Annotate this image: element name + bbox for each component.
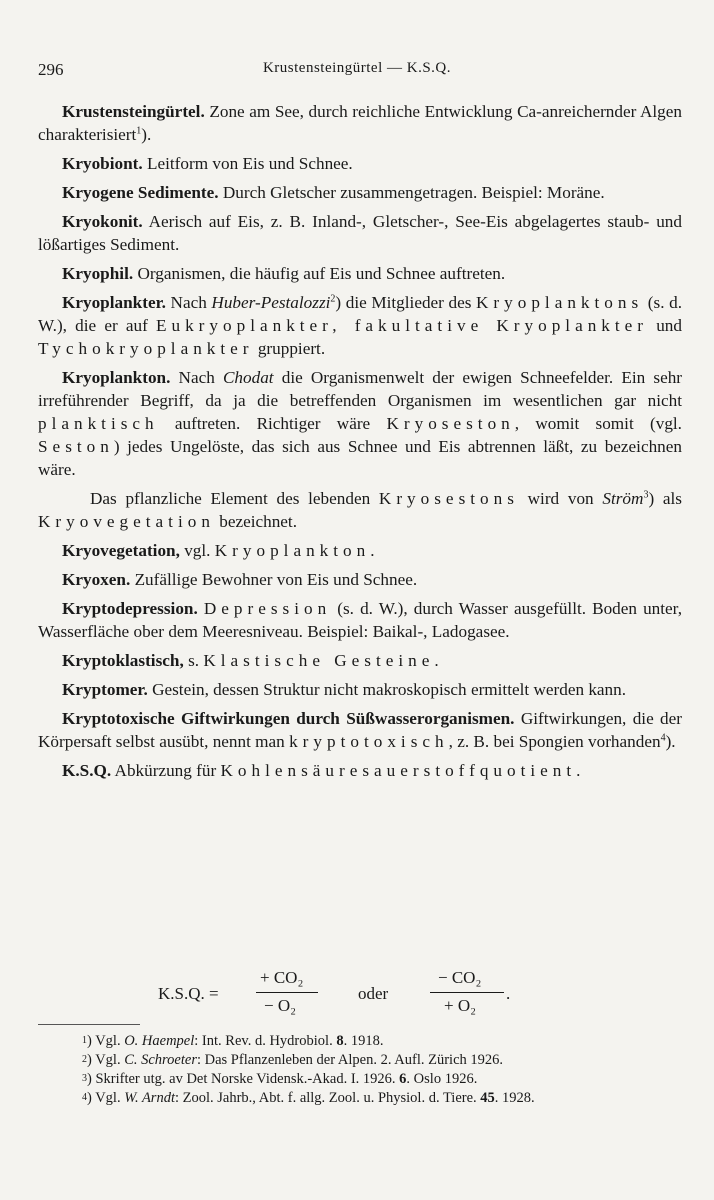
entry-term: Kryophil. [62, 264, 134, 283]
entry-term: Kryokonit. [62, 212, 143, 231]
entry-text: Organismen, die häufig auf Eis und Schnee auftreten. [133, 264, 506, 283]
footnote-ref: 4 [660, 732, 666, 744]
formula-oder: oder [358, 984, 389, 1003]
entry-text: (s. d. W.), die er auf [38, 293, 682, 335]
entry-text: s. [183, 651, 204, 670]
entry-term: Kryoplankton. [62, 368, 171, 387]
footnote-text: : Int. Rev. d. Hydrobiol. [194, 1033, 337, 1049]
entry-text: Durch Gletscher zusammengetragen. Beispiel: Moräne. [218, 183, 605, 202]
author-name: C. Schroeter [124, 1052, 197, 1068]
spaced-term: Kryoseston [386, 414, 515, 433]
entry-text: Leitform von Eis und Schnee. [142, 154, 353, 173]
entry-kryptomer [38, 678, 682, 701]
entry-text: , womit somit (vgl. [514, 414, 682, 433]
entry-term: Kryogene Sedimente. [62, 183, 219, 202]
entry-text: vgl. [179, 541, 215, 560]
entry-text: Zufällige Bewohner von Eis und Schnee. [130, 570, 418, 589]
page-number: 296 [38, 60, 64, 79]
volume-number: 6 [399, 1071, 407, 1087]
entry-text: bezeichnet. [214, 512, 297, 531]
volume-number: 8 [336, 1033, 344, 1049]
footnote-mark: 2 [82, 1054, 87, 1065]
entry-text: auftreten. Richtiger wäre [158, 414, 387, 433]
entry-text: ). [141, 125, 152, 144]
footnote-4 [38, 1089, 682, 1108]
entry-text: Aerisch auf Eis, z. B. Inland-, Gletscher-, See-Eis abgelagertes staub- und lößartiges Sediment. [38, 212, 682, 254]
running-head [38, 60, 676, 84]
entry-term: Kryovegetation, [62, 541, 180, 560]
entry-ksq [38, 759, 682, 782]
footnote-divider [38, 1024, 140, 1025]
entry-text: Gestein, dessen Struktur nicht makroskopisch ermittelt werden kann. [147, 680, 627, 699]
spaced-term: Eukryoplankter, fakultative Kryoplankter [156, 316, 649, 335]
entry-term: Kryoxen. [62, 570, 131, 589]
entry-text: Abkürzung für [111, 761, 221, 780]
fraction-bar-1 [256, 992, 318, 993]
dictionary-body [38, 100, 682, 788]
spaced-term: planktisch [38, 414, 159, 433]
spaced-term: Kryovegetation [38, 512, 215, 531]
running-title: Krustensteingürtel — K.S.Q. [262, 60, 452, 76]
footnote-ref: 1 [136, 125, 142, 137]
entry-krustensteinguertel [38, 100, 682, 146]
entry-text: . [434, 651, 439, 670]
author-name: Chodat [222, 368, 274, 387]
footnote-text: ) Vgl. [87, 1033, 125, 1049]
entry-kryoplankter [38, 291, 682, 360]
entry-text: Giftwirkungen, die der Körpersaft selbst ausübt, nennt man [38, 709, 683, 751]
entry-text: ) die Mitglieder des [335, 293, 477, 312]
entry-kryokonit [38, 210, 682, 256]
formula-denominator-2: + O₂ [444, 996, 477, 1015]
entry-text: Nach [170, 368, 223, 387]
entry-kryoxen [38, 568, 682, 591]
formula-numerator-2: − CO₂ [438, 968, 482, 987]
footnote-mark: 3 [82, 1073, 87, 1084]
entry-kryophil [38, 262, 682, 285]
footnote-text: ) Skrifter utg. av Det Norske Vidensk.-Akad. I. 1926. [87, 1071, 400, 1087]
entry-kryogene-sedimente [38, 181, 682, 204]
spaced-term: Kryosestons [378, 489, 519, 508]
author-name: Ström [602, 489, 644, 508]
spaced-term: Depression [203, 599, 332, 618]
entry-term: Kryptoklastisch, [62, 651, 184, 670]
entry-text: (s. d. W.), durch Wasser ausgefüllt. Boden unter, Wasserfläche ober dem Meeresniveau. Beispiel: Baikal-, Ladogasee. [38, 599, 683, 641]
formula-numerator-1: + CO₂ [260, 968, 304, 987]
spaced-term: kryptotoxisch [289, 732, 449, 751]
entry-text: gruppiert. [253, 339, 326, 358]
entry-text: ). [665, 732, 676, 751]
footnote-text: . 1918. [343, 1033, 384, 1049]
spaced-term: Klastische Gesteine [203, 651, 435, 670]
ksq-formula [158, 968, 558, 1024]
entry-kryovegetation [38, 539, 682, 562]
footnote-text: : Zool. Jahrb., Abt. f. allg. Zool. u. Physiol. d. Tiere. [174, 1090, 481, 1106]
entry-text: die Organismenwelt der ewigen Schneefelder. Ein sehr irreführender Begriff, da ja die betreffenden Organismen im wesentlichen gar nicht [38, 368, 683, 410]
entry-term: Kryoplankter. [62, 293, 166, 312]
spaced-term: Seston [38, 437, 114, 456]
footnote-text: : Das Pflanzenleben der Alpen. 2. Aufl. Zürich 1926. [196, 1052, 504, 1068]
entry-term: Kryobiont. [62, 154, 143, 173]
entry-kryoplankton [38, 366, 682, 481]
footnote-ref: 2 [330, 293, 336, 305]
entry-term: Krustensteingürtel. [62, 102, 205, 121]
entry-kryptotoxische [38, 707, 682, 753]
footnote-text: . Oslo 1926. [406, 1071, 478, 1087]
entry-kryptodepression [38, 597, 682, 643]
footnote-mark: 1 [82, 1035, 87, 1046]
spaced-term: Kohlensäuresauerstoffquotient [220, 761, 577, 780]
author-name: O. Haempel [124, 1033, 195, 1049]
entry-text: Nach [165, 293, 212, 312]
entry-term: Kryptotoxische Giftwirkungen durch Süßwasserorganismen. [62, 709, 515, 728]
entry-kryobiont [38, 152, 682, 175]
entry-text: , z. B. bei Spongien vorhanden [448, 732, 661, 751]
entry-term: Kryptodepression. [62, 599, 198, 618]
entry-text: . [576, 761, 581, 780]
entry-text: ) jedes Ungelöste, das sich aus Schnee und Eis abtrennen läßt, zu bezeichnen wäre. [38, 437, 682, 479]
footnote-mark: 4 [82, 1092, 87, 1103]
author-name: Huber-Pestalozzi [211, 293, 331, 312]
fraction-bar-2 [430, 992, 504, 993]
spaced-term: Kryoplankton [214, 541, 371, 560]
formula-lhs: K.S.Q. = [158, 984, 219, 1003]
footnote-text: ) Vgl. [87, 1090, 125, 1106]
footnote-3 [38, 1070, 682, 1089]
formula-denominator-1: − O₂ [264, 996, 297, 1015]
entry-term: K.S.Q. [62, 761, 112, 780]
footnote-2 [38, 1051, 682, 1070]
entry-text: wird von [518, 489, 603, 508]
entry-term: Kryptomer. [62, 680, 148, 699]
entry-text: und [648, 316, 682, 335]
footnote-text: ) Vgl. [87, 1052, 125, 1068]
footnote-text: . 1928. [494, 1090, 535, 1106]
entry-text: Das pflanzliche Element des lebenden [90, 489, 379, 508]
spaced-term: Tychokryoplankter [38, 339, 254, 358]
footnote-1 [38, 1032, 682, 1051]
entry-kryptoklastisch [38, 649, 682, 672]
author-name: W. Arndt [124, 1090, 175, 1106]
spaced-term: Kryoplanktons [476, 293, 644, 312]
volume-number: 45 [480, 1090, 495, 1106]
entry-text: ) als [648, 489, 682, 508]
formula-end: . [506, 984, 511, 1003]
entry-kryoplankton-continuation [38, 487, 682, 533]
entry-text: Zone am See, durch reichliche Entwicklung Ca-anreichernder Algen charakterisiert [38, 102, 682, 144]
footnote-ref: 3 [643, 489, 649, 501]
entry-text: . [370, 541, 375, 560]
footnotes [38, 1032, 682, 1108]
